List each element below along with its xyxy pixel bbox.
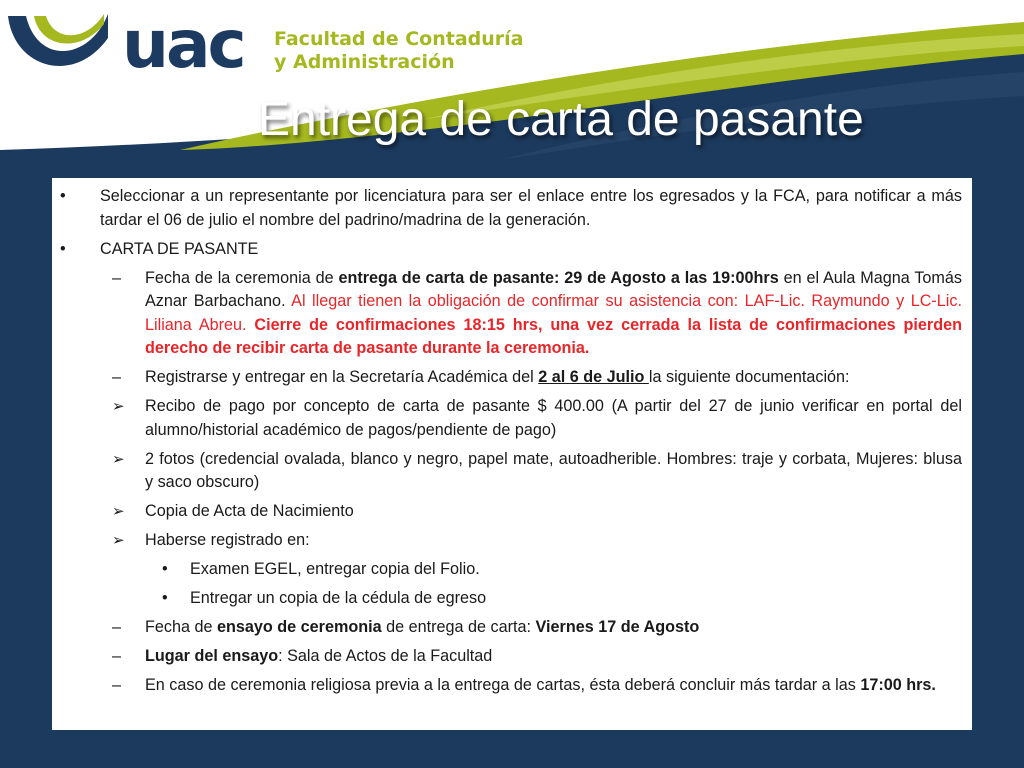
item-text: En caso de ceremonia religiosa previa a la entrega de cartas, ésta deberá concluir más tardar a las — [145, 676, 861, 694]
item-text-bold: Lugar del ensayo — [145, 647, 279, 665]
list-item — [52, 674, 962, 698]
list-item — [52, 500, 962, 524]
list-item — [52, 366, 962, 390]
dash-icon: – — [112, 368, 122, 386]
bullet-icon: • — [162, 560, 168, 578]
list-item — [52, 267, 962, 361]
logo-arc-icon — [4, 8, 114, 88]
item-text-bold: entrega de carta de pasante: 29 de Agosto a las 19:00hrs — [338, 268, 779, 287]
item-text: Copia de Acta de Nacimiento — [145, 502, 354, 520]
item-text-red-bold: Cierre de confirmaciones 18:15 hrs, una vez cerrada la lista de confirmaciones pierden derecho de recibir carta de pasante durante la ceremonia. — [145, 315, 962, 357]
list-item — [52, 185, 962, 232]
item-text: Registrarse y entregar en la Secretaría Académica del — [145, 368, 539, 386]
arrow-bullet-icon: ➢ — [112, 503, 125, 520]
arrow-bullet-icon: ➢ — [112, 398, 125, 415]
item-text: Seleccionar a un representante por licenciatura para ser el enlace entre los egresados y la FCA, para notificar a más tardar el 06 de julio el nombre del padrino/madrina de la generación. — [100, 187, 962, 229]
bullet-icon: • — [60, 239, 66, 258]
item-text: Examen EGEL, entregar copia del Folio. — [190, 560, 480, 578]
faculty-line-1: Facultad de Contaduría — [274, 28, 524, 50]
logo-wordmark: uac — [122, 6, 244, 83]
dash-icon: – — [112, 618, 122, 636]
arrow-bullet-icon: ➢ — [112, 532, 125, 549]
dash-icon: – — [112, 268, 122, 287]
bullet-icon: • — [162, 589, 168, 607]
item-text: Fecha de la ceremonia de — [145, 268, 339, 287]
item-text-bold-underline: 2 al 6 de Julio — [538, 368, 649, 386]
list-item — [52, 395, 962, 442]
item-text: 2 fotos (credencial ovalada, blanco y negro, papel mate, autoadherible. Hombres: traje y corbata, Mujeres: blusa y saco obscuro) — [145, 449, 962, 491]
list-item — [52, 558, 962, 582]
item-text-bold: 17:00 hrs. — [860, 676, 936, 694]
item-text: la siguiente documentación: — [648, 368, 850, 386]
list-item — [52, 645, 962, 669]
section-heading: CARTA DE PASANTE — [100, 239, 259, 258]
item-text: Recibo de pago por concepto de carta de pasante $ 400.00 (A partir del 27 de junio verificar en portal del alumno/historial académico de pagos/pendiente de pago) — [145, 397, 962, 439]
item-text: : Sala de Actos de la Facultad — [278, 647, 493, 665]
faculty-name — [274, 28, 523, 74]
list-item — [52, 616, 962, 640]
item-text-red: Al llegar tienen la obligación de confirmar su asistencia con: LAF-Lic. Raymundo y LC-Lic. Liliana Abreu. — [145, 292, 962, 334]
content-box — [52, 178, 972, 730]
arrow-bullet-icon: ➢ — [112, 450, 125, 468]
faculty-line-2: y Administración — [274, 51, 455, 73]
item-text-bold: ensayo de ceremonia — [217, 618, 382, 636]
header-banner — [0, 0, 1024, 165]
item-text: Fecha de — [145, 618, 217, 636]
item-text: de entrega de carta: — [381, 618, 536, 636]
list-item — [52, 238, 962, 262]
dash-icon: – — [112, 647, 122, 665]
item-text-bold: Viernes 17 de Agosto — [535, 618, 700, 636]
list-item — [52, 587, 962, 611]
item-text: en el Aula Magna Tomás Aznar Barbachano. — [145, 268, 962, 310]
list-item — [52, 448, 962, 495]
uac-logo — [4, 8, 564, 88]
item-text: Haberse registrado en: — [145, 531, 310, 549]
item-text: Entregar un copia de la cédula de egreso — [190, 589, 487, 607]
list-item — [52, 529, 962, 553]
bullet-icon: • — [60, 187, 66, 205]
dash-icon: – — [112, 676, 122, 694]
slide-title: Entrega de carta de pasante — [258, 93, 864, 146]
